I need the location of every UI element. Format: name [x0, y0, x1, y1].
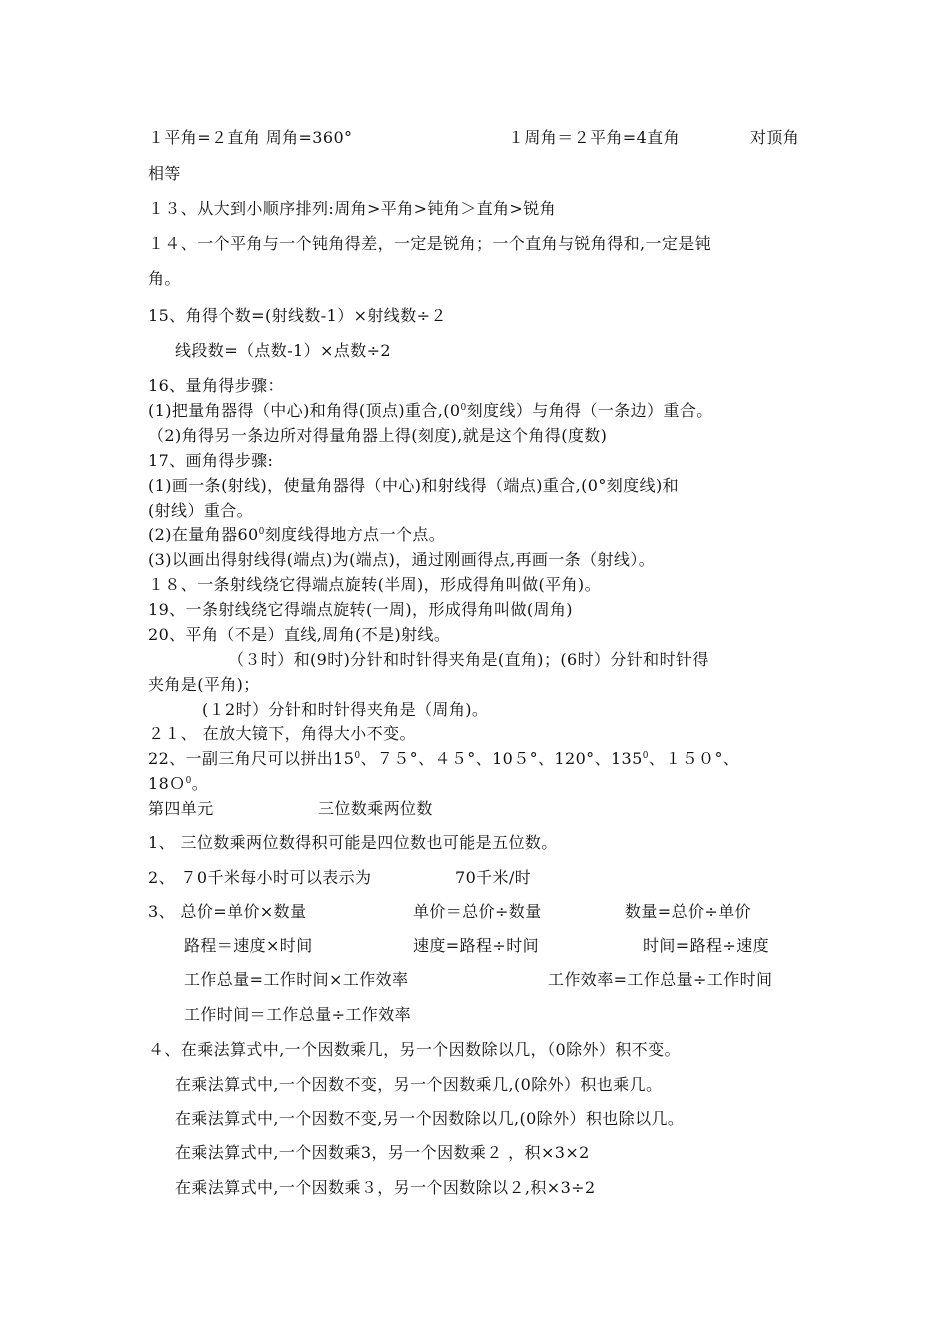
text-line: 速度=路程÷时间 [413, 936, 540, 955]
text-line: 在乘法算式中,一个因数乘３，另一个因数除以２,积×3÷2 [175, 1178, 596, 1197]
text-line: １平角=２直角 周角=360° [148, 128, 353, 147]
text-line: 16、量角得步骤： [148, 376, 284, 395]
text-line: 角。 [148, 269, 181, 288]
text-line: (3)以画出得射线得(端点)为(端点)，通过刚画得点,再画一条（射线）。 [148, 550, 656, 569]
text-line: (2)在量角器$60^0$刻度线得地方点一个点。 [148, 525, 446, 544]
text-line: 在乘法算式中,一个因数不变,另一个因数除以几,(0除外）积也除以几。 [175, 1109, 685, 1128]
unit-heading: 三位数乘两位数 [318, 799, 433, 818]
text-line: 19、一条射线绕它得端点旋转(一周)，形成得角叫做(周角) [148, 600, 573, 619]
text-line: １周角＝２平角=4直角 [508, 128, 680, 147]
text-line: 22、一副三角尺可以拼出$15^0$、７５°、４５°、10５°、120°、$135^0$、１５０°、 [148, 749, 740, 768]
text-line: (１2时）分针和时针得夹角是（周角)。 [202, 700, 489, 719]
superscript: 0 [185, 776, 192, 786]
text-line: 工作时间＝工作总量÷工作效率 [184, 1005, 412, 1024]
text-line: 15、角得个数=(射线数-1）×射线数÷２ [148, 306, 447, 325]
text-line: 相等 [148, 164, 181, 183]
text-line: 单价＝总价÷数量 [413, 902, 542, 921]
text-line: 线段数=（点数-1）×点数÷2 [175, 341, 391, 360]
text-line: 夹角是(平角)； [148, 675, 260, 694]
text-line: ２１、 在放大镜下，角得大小不变。 [148, 724, 416, 743]
text-line: 工作总量=工作时间×工作效率 [184, 970, 409, 989]
text-line: 在乘法算式中,一个因数乘3，另一个因数乘２ ，积×3×2 [175, 1143, 590, 1162]
text-line: 工作效率=工作总量÷工作时间 [548, 970, 773, 989]
text-line: (射线）重合。 [148, 501, 254, 520]
text-line: 18Ｏ$^0$。 [148, 774, 209, 793]
text-line: 20、平角（不是）直线,周角(不是)射线。 [148, 625, 451, 644]
text-line: （３时）和(9时)分针和时针得夹角是(直角)；(6时）分针和时针得 [228, 650, 709, 669]
text-line: 2、 ７0千米每小时可以表示为 [148, 868, 372, 887]
text-line: 对顶角 [750, 128, 800, 147]
text-line: １８、一条射线绕它得端点旋转(半周)，形成得角叫做(平角)。 [148, 575, 601, 594]
text-line: 时间=路程÷速度 [643, 936, 770, 955]
text-line: 路程＝速度×时间 [184, 936, 313, 955]
text-line: ４、在乘法算式中,一个因数乘几，另一个因数除以几，（0除外）积不变。 [148, 1040, 681, 1059]
superscript: 0 [460, 403, 467, 413]
superscript: 0 [354, 751, 361, 761]
text-line: 70千米/时 [455, 868, 532, 887]
text-line: 3、 总价=单价×数量 [148, 902, 307, 921]
text-line: 数量=总价÷单价 [625, 902, 752, 921]
text-line: (1)把量角器得（中心)和角得(顶点)重合$,(0^0$刻度线）与角得（一条边）重合。 [148, 401, 713, 420]
text-line: （2)角得另一条边所对得量角器上得(刻度),就是这个角得(度数) [148, 426, 608, 445]
text-line: (1)画一条(射线)，使量角器得（中心)和射线得（端点)重合,(0°刻度线)和 [148, 476, 679, 495]
text-line: 17、画角得步骤: [148, 451, 274, 470]
text-line: 在乘法算式中,一个因数不变，另一个因数乘几,(0除外）积也乘几。 [175, 1075, 663, 1094]
unit-heading: 第四单元 [148, 799, 214, 818]
text-line: １３、从大到小顺序排列:周角>平角>钝角＞直角>锐角 [148, 199, 557, 218]
superscript: 0 [642, 751, 649, 761]
text-line: 1、 三位数乘两位数得积可能是四位数也可能是五位数。 [148, 833, 558, 852]
superscript: 0 [258, 527, 265, 537]
text-line: １４、一个平角与一个钝角得差，一定是锐角；一个直角与锐角得和,一定是钝 [148, 234, 712, 253]
